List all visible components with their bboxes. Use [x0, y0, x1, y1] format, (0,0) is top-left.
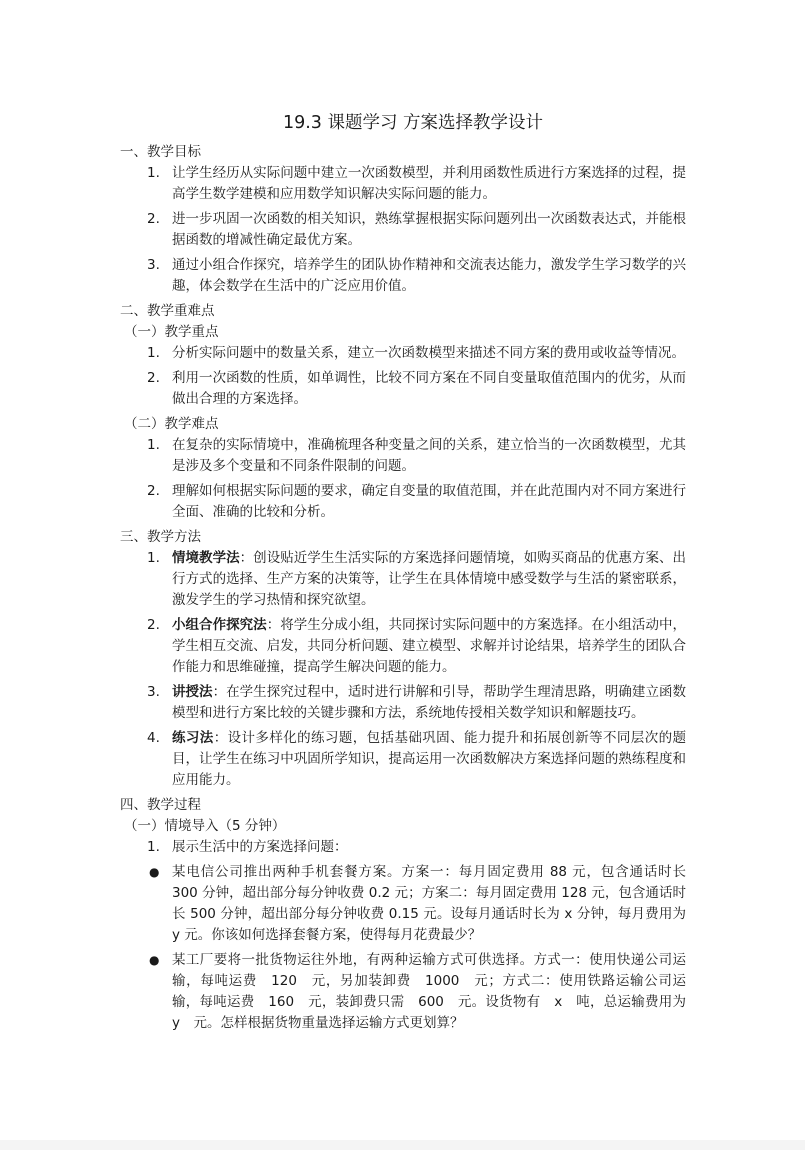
item-number: 1. — [147, 345, 160, 361]
bullet-item — [120, 950, 700, 1034]
item-text: 让学生经历从实际问题中建立一次函数模型，并利用函数性质进行方案选择的过程，提高学生数学建模和应用数学知识解决实际问题的能力。 — [172, 165, 686, 202]
item-text: 通过小组合作探究，培养学生的团队协作精神和交流表达能力，激发学生学习数学的兴趣，体会数学在生活中的广泛应用价值。 — [172, 257, 686, 294]
list-item — [120, 615, 686, 678]
list-item — [120, 209, 686, 251]
item-text: ：设计多样化的练习题，包括基础巩固、能力提升和拓展创新等不同层次的题目，让学生在练习中巩固所学知识，提高运用一次函数解决方案选择问题的熟练程度和应用能力。 — [172, 730, 687, 788]
item-number: 2. — [147, 211, 160, 227]
list-item — [120, 728, 686, 791]
item-number: 2. — [147, 483, 160, 499]
item-label: 情境教学法 — [172, 550, 240, 566]
item-text: ：创设贴近学生生活实际的方案选择问题情境，如购买商品的优惠方案、出行方式的选择、生产方案的决策等，让学生在具体情境中感受数学与生活的紧密联系，激发学生的学习热情和探究欲望。 — [172, 550, 687, 608]
item-text: 进一步巩固一次函数的相关知识，熟练掌握根据实际问题列出一次函数表达式，并能根据函数的增减性确定最优方案。 — [172, 211, 686, 248]
item-number: 3. — [147, 684, 160, 700]
bullet-icon: ● — [149, 865, 160, 879]
item-text: 某工厂要将一批货物运往外地，有两种运输方式可供选择。方式一：使用快递公司运输，每吨运费 120 元，另加装卸费 1000 元；方式二：使用铁路运输公司运输，每吨运费 160 元，装卸费只需 600 元。设货物有 x 吨，总运输费用为 y 元。怎样根据货物重量选择运输方式更划算？ — [172, 952, 700, 1031]
item-number: 1. — [147, 165, 160, 181]
section-heading: 二、教学重难点 — [120, 303, 215, 319]
list-item — [120, 255, 686, 297]
list-item — [120, 682, 686, 724]
item-label: 练习法 — [172, 730, 214, 746]
list-item — [120, 343, 686, 364]
bullet-icon: ● — [149, 953, 160, 967]
item-text: 利用一次函数的性质，如单调性，比较不同方案在不同自变量取值范围内的优劣，从而做出合理的方案选择。 — [172, 370, 686, 407]
page-title: 19.3 课题学习 方案选择教学设计 — [282, 113, 544, 133]
item-number: 3. — [147, 257, 160, 273]
subsection-heading: （一）教学重点 — [124, 324, 219, 340]
list-item — [120, 548, 686, 611]
bullet-item — [120, 862, 686, 946]
document-content — [120, 110, 700, 1038]
list-item — [120, 837, 686, 858]
item-number: 2. — [147, 370, 160, 386]
subsection-heading: （二）教学难点 — [124, 416, 219, 432]
list-item — [120, 481, 686, 523]
list-item — [120, 368, 686, 410]
item-text: ：将学生分成小组，共同探讨实际问题中的方案选择。在小组活动中，学生相互交流、启发，共同分析问题、建立模型、求解并讨论结果，培养学生的团队合作能力和思维碰撞，提高学生解决问题的能力。 — [172, 617, 687, 675]
item-text: 在复杂的实际情境中，准确梳理各种变量之间的关系，建立恰当的一次函数模型，尤其是涉及多个变量和不同条件限制的问题。 — [172, 437, 686, 474]
item-label: 小组合作探究法 — [172, 617, 267, 633]
item-text: 某电信公司推出两种手机套餐方案。方案一：每月固定费用 88 元，包含通话时长 300 分钟，超出部分每分钟收费 0.2 元；方案二：每月固定费用 128 元，包含通话时长 500 分钟，超出部分每分钟收费 0.15 元。设每月通话时长为 x 分钟，每月费用为 y 元。你该如何选择套餐方案，使得每月花费最少？ — [172, 864, 686, 943]
item-label: 讲授法 — [172, 684, 213, 700]
list-item — [120, 435, 686, 477]
item-text: 理解如何根据实际问题的要求，确定自变量的取值范围，并在此范围内对不同方案进行全面、准确的比较和分析。 — [172, 483, 686, 520]
list-item — [120, 163, 686, 205]
section-heading: 三、教学方法 — [120, 529, 201, 545]
item-text: 展示生活中的方案选择问题： — [172, 839, 348, 855]
subsection-heading: （一）情境导入（5 分钟） — [124, 818, 286, 834]
item-number: 1. — [147, 437, 160, 453]
item-number: 4. — [147, 730, 160, 746]
section-heading: 一、教学目标 — [120, 144, 201, 160]
item-number: 1. — [147, 839, 160, 855]
item-text: 分析实际问题中的数量关系，建立一次函数模型来描述不同方案的费用或收益等情况。 — [172, 345, 685, 361]
item-number: 2. — [147, 617, 160, 633]
section-heading: 四、教学过程 — [120, 797, 201, 813]
item-number: 1. — [147, 550, 160, 566]
item-text: ：在学生探究过程中，适时进行讲解和引导，帮助学生理清思路，明确建立函数模型和进行方案比较的关键步骤和方法，系统地传授相关数学知识和解题技巧。 — [172, 684, 687, 721]
